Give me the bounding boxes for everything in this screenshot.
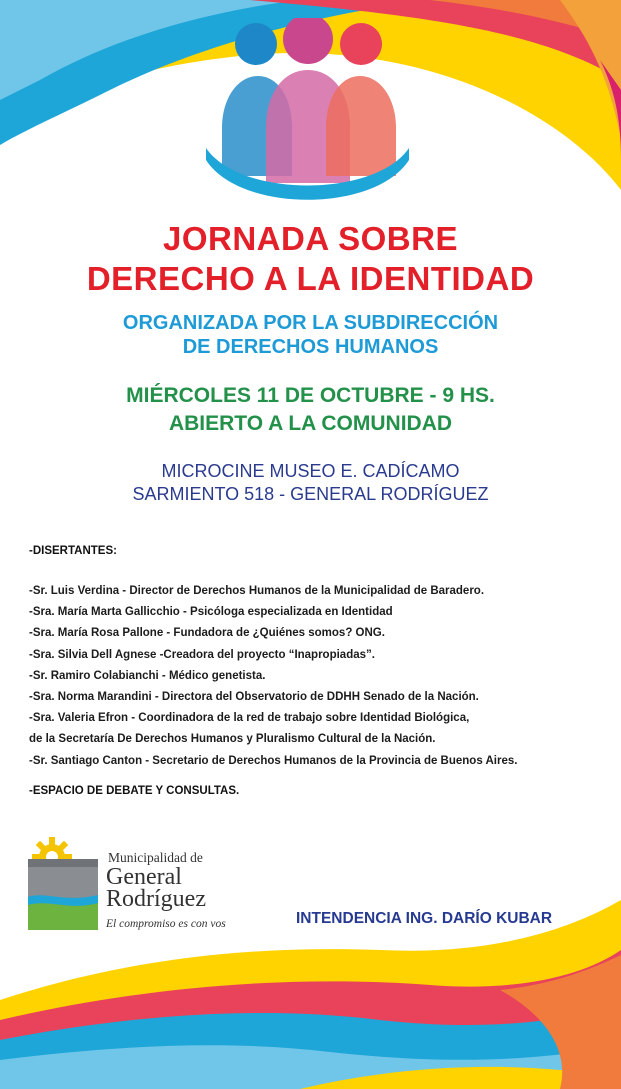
municipality-name-line-2: Rodríguez <box>106 886 206 912</box>
speaker-item: -Sra. Norma Marandini - Directora del Observatorio de DDHH Senado de la Nación. <box>29 691 479 704</box>
speaker-item: -Sra. Valeria Efron - Coordinadora de la red de trabajo sobre Identidad Biológica, <box>29 712 470 725</box>
municipal-logo-icon <box>24 835 104 930</box>
intendencia-credit: INTENDENCIA ING. DARÍO KUBAR <box>296 910 553 927</box>
speaker-item: de la Secretaría De Derechos Humanos y Pluralismo Cultural de la Nación. <box>29 733 436 746</box>
venue-address: SARMIENTO 518 - GENERAL RODRÍGUEZ <box>132 484 489 504</box>
speaker-item: -Sra. María Rosa Pallone - Fundadora de ¿Quiénes somos? ONG. <box>29 627 385 640</box>
subtitle-line-1: ORGANIZADA POR LA SUBDIRECCIÓN <box>122 312 499 334</box>
municipality-label: Municipalidad de <box>108 850 203 865</box>
speaker-item: -Sr. Ramiro Colabianchi - Médico genetista. <box>29 669 266 682</box>
debate-note: -ESPACIO DE DEBATE Y CONSULTAS. <box>29 784 240 797</box>
speaker-item: -Sra. María Marta Gallicchio - Psicóloga especializada en Identidad <box>29 606 393 619</box>
municipality-name-line-1: General <box>106 864 182 890</box>
speakers-section <box>29 543 609 799</box>
event-date: MIÉRCOLES 11 DE OCTUBRE - 9 HS. <box>126 384 495 407</box>
speaker-item: -Sr. Santiago Canton - Secretario de Derechos Humanos de la Provincia de Buenos Aires. <box>29 754 518 767</box>
municipality-slogan: El compromiso es con vos <box>106 918 226 930</box>
subtitle-line-2: DE DERECHOS HUMANOS <box>182 336 439 358</box>
speakers-heading: -DISERTANTES: <box>29 545 117 557</box>
title-line-1: JORNADA SOBRE <box>163 220 458 257</box>
event-audience: ABIERTO A LA COMUNIDAD <box>168 412 453 435</box>
venue-name: MICROCINE MUSEO E. CADÍCAMO <box>161 461 460 481</box>
speaker-item: -Sra. Silvia Dell Agnese -Creadora del proyecto “Inapropiadas”. <box>29 648 375 661</box>
people-logo-icon <box>200 18 415 213</box>
speaker-item: -Sr. Luis Verdina - Director de Derechos Humanos de la Municipalidad de Baradero. <box>29 585 485 597</box>
title-line-2: DERECHO A LA IDENTIDAD <box>86 260 535 297</box>
